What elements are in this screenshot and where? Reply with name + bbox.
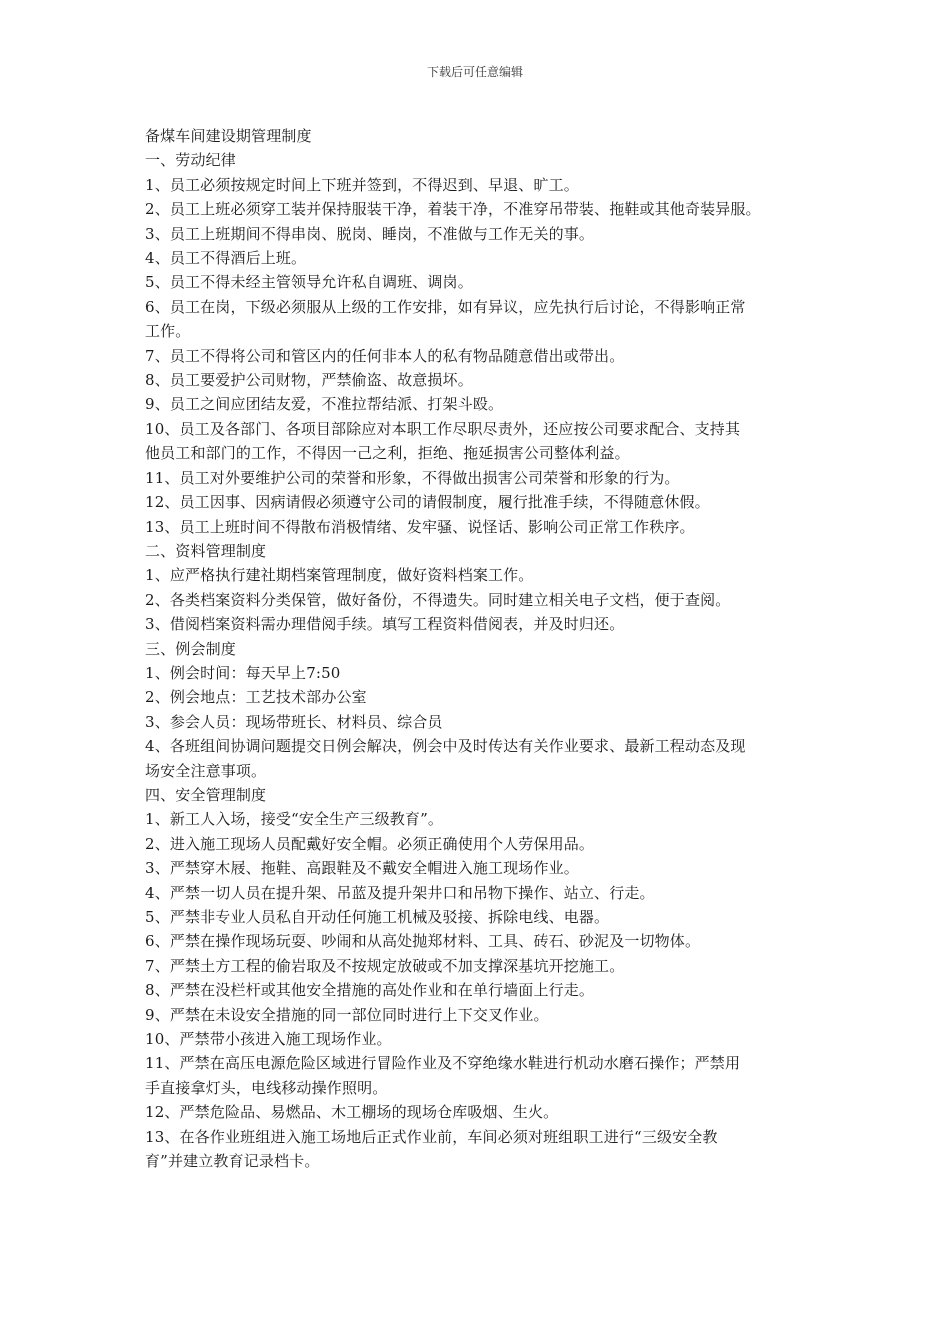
document-title: 备煤车间建设期管理制度: [145, 127, 312, 145]
document-line: 1、新工人入场，接受“安全生产三级教育”。: [145, 810, 444, 829]
document-line: 8、员工要爱护公司财物，严禁偷盗、故意损坏。: [145, 371, 473, 390]
document-line: 12、严禁危险品、易燃品、木工棚场的现场仓库吸烟、生火。: [145, 1103, 559, 1122]
document-line: 8、严禁在没栏杆或其他安全措施的高处作业和在单行墙面上行走。: [145, 981, 595, 1000]
document-line: 10、严禁带小孩进入施工现场作业。: [145, 1030, 392, 1049]
document-line: 工作。: [145, 322, 191, 341]
document-line: 1、应严格执行建社期档案管理制度，做好资料档案工作。: [145, 566, 534, 585]
document-line: 13、员工上班时间不得散布消极情绪、发牢骚、说怪话、影响公司正常工作秩序。: [145, 517, 695, 536]
document-line: 11、严禁在高压电源危险区域进行冒险作业及不穿绝缘水鞋进行机动水磨石操作；严禁用: [145, 1054, 741, 1073]
document-lines: [145, 148, 835, 1173]
document-line: 3、员工上班期间不得串岗、脱岗、睡岗，不准做与工作无关的事。: [145, 224, 595, 243]
document-line: 手直接拿灯头，电线移动操作照明。: [145, 1078, 388, 1097]
document-line: 10、员工及各部门、各项目部除应对本职工作尽职尽责外，还应按公司要求配合、支持其: [145, 419, 741, 438]
document-body: [145, 124, 835, 1173]
document-line: 3、严禁穿木屐、拖鞋、高跟鞋及不戴安全帽进入施工现场作业。: [145, 859, 579, 878]
document-line: 3、借阅档案资料需办理借阅手续。填写工程资料借阅表，并及时归还。: [145, 615, 625, 634]
document-line: 6、员工在岗，下级必须服从上级的工作安排，如有异议，应先执行后讨论，不得影响正常: [145, 297, 746, 316]
document-line: 二、资料管理制度: [145, 541, 267, 560]
page-header: 下载后可任意编辑: [426, 65, 523, 79]
document-line: 四、安全管理制度: [145, 785, 267, 804]
document-line: 7、员工不得将公司和管区内的任何非本人的私有物品随意借出或带出。: [145, 346, 625, 365]
document-line: 他员工和部门的工作，不得因一己之利，拒绝、拖延损害公司整体利益。: [145, 444, 630, 463]
document-line: 2、各类档案资料分类保管，做好备份，不得遗失。同时建立相关电子文档，便于查阅。: [145, 590, 731, 609]
document-line: 12、员工因事、因病请假必须遵守公司的请假制度，履行批准手续，不得随意休假。: [145, 493, 710, 512]
document-line: 2、员工上班必须穿工装并保持服装干净，着装干净，不准穿吊带装、拖鞋或其他奇装异服。: [145, 200, 761, 219]
document-line: 4、严禁一切人员在提升架、吊蓝及提升架井口和吊物下操作、站立、行走。: [145, 883, 655, 902]
document-line: 5、严禁非专业人员私自开动任何施工机械及驳接、拆除电线、电器。: [145, 908, 610, 926]
document-line: 5、员工不得未经主管领导允许私自调班、调岗。: [145, 273, 473, 292]
document-line: 11、员工对外要维护公司的荣誉和形象，不得做出损害公司荣誉和形象的行为。: [145, 468, 680, 487]
document-line: 2、例会地点：工艺技术部办公室: [145, 688, 367, 707]
document-line: 2、进入施工现场人员配戴好安全帽。必须正确使用个人劳保用品。: [145, 834, 595, 853]
document-line: 9、严禁在未设安全措施的同一部位同时进行上下交叉作业。: [145, 1005, 549, 1024]
document-line: 7、严禁土方工程的偷岩取及不按规定放破或不加支撑深基坑开挖施工。: [145, 956, 625, 975]
document-line: 1、员工必须按规定时间上下班并签到，不得迟到、早退、旷工。: [145, 175, 579, 194]
document-line: 育”并建立教育记录档卡。: [145, 1152, 320, 1171]
document-line: 三、例会制度: [145, 639, 236, 658]
document-line: 1、例会时间：每天早上7:50: [145, 663, 341, 682]
document-line: 3、参会人员：现场带班长、材料员、综合员: [145, 712, 443, 731]
document-line: 场安全注意事项。: [145, 761, 267, 780]
document-line: 6、严禁在操作现场玩耍、吵闹和从高处抛郑材料、工具、砖石、砂泥及一切物体。: [145, 932, 701, 951]
document-line: 13、在各作业班组进入施工场地后正式作业前，车间必须对班组职工进行“三级安全教: [145, 1127, 718, 1146]
document-line: 9、员工之间应团结友爱，不准拉帮结派、打架斗殴。: [145, 395, 504, 414]
document-line: 4、员工不得酒后上班。: [145, 249, 307, 268]
document-line: 一、劳动纪律: [145, 151, 236, 170]
document-line: 4、各班组间协调问题提交日例会解决，例会中及时传达有关作业要求、最新工程动态及现: [145, 737, 746, 756]
